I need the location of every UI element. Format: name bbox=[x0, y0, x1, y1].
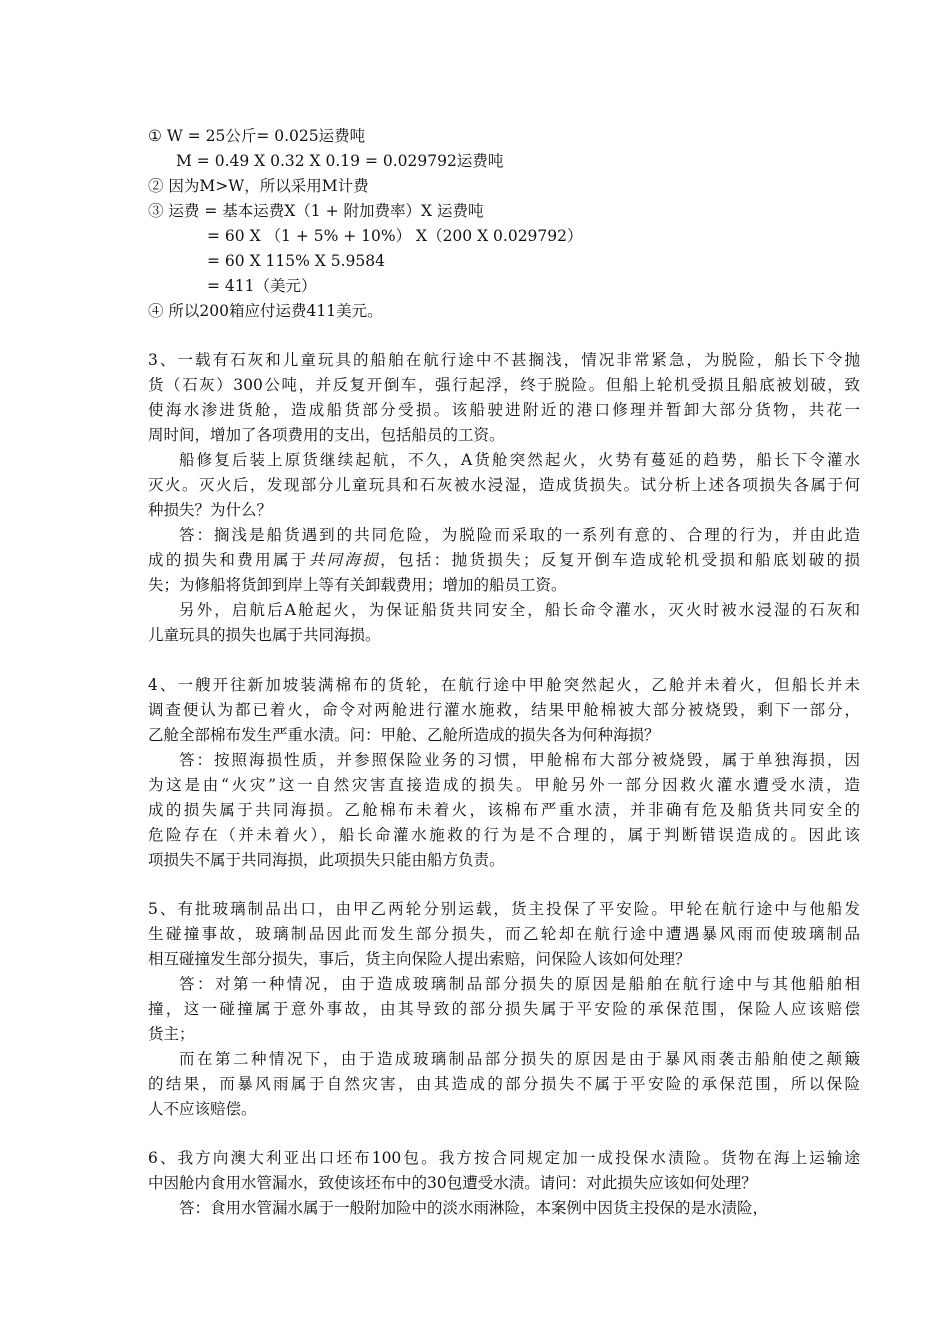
calc-line-1: ① W = 25公斤= 0.025运费吨 bbox=[148, 127, 366, 145]
q3-line: 周时间，增加了各项费用的支出，包括船员的工资。 bbox=[148, 426, 505, 444]
q3-line: 货（石灰）300公吨，并反复开倒车，强行起浮，终于脱险。但船上轮机受损且船底被划破，致 bbox=[148, 376, 860, 394]
q3-line: 种损失？为什么？ bbox=[148, 501, 273, 519]
q5-answer-line: 货主； bbox=[148, 1025, 195, 1043]
calc-line-4: ③ 运费 = 基本运费X（1 + 附加费率）X 运费吨 bbox=[148, 202, 484, 220]
q5-answer-line: 撞，这一碰撞属于意外事故，由其导致的部分损失属于平安险的承保范围，保险人应该赔偿 bbox=[148, 1000, 860, 1018]
q4-answer-line: 为这是由“火灾”这一自然灾害直接造成的损失。甲舱另外一部分因救火灌水遭受水渍，造 bbox=[148, 776, 860, 794]
general-average-term: 共同海损 bbox=[308, 551, 381, 569]
q4-line: 乙舱全部棉布发生严重水渍。问：甲舱、乙舱所造成的损失各为何种海损？ bbox=[148, 726, 660, 744]
q3-answer-text: ，包括：抛货损失；反复开倒车造成轮机受损和船底划破的损 bbox=[380, 551, 860, 569]
q4-answer-line: 危险存在（并未着火），船长命灌水施救的行为是不合理的，属于判断错误造成的。因此该 bbox=[148, 826, 860, 844]
q4-line: 调查便认为都已着火，命令对两舱进行灌水施救，结果甲舱棉被大部分被烧毁，剩下一部分， bbox=[148, 701, 860, 719]
q4-answer-line: 答：按照海损性质，并参照保险业务的习惯，甲舱棉布大部分被烧毁，属于单独海损，因 bbox=[179, 751, 860, 769]
calc-line-3: ② 因为M>W，所以采用M计费 bbox=[148, 177, 369, 195]
q3-answer-line: 失；为修船将货卸到岸上等有关卸载费用；增加的船员工资。 bbox=[148, 576, 567, 594]
q5-answer-line: 答：对第一种情况，由于造成玻璃制品部分损失的原因是船舶在航行途中与其他船舶相 bbox=[179, 975, 860, 993]
q4-line: 4、一艘开往新加坡装满棉布的货轮，在航行途中甲舱突然起火，乙舱并未着火，但船长并未 bbox=[148, 676, 860, 694]
calc-line-8: ④ 所以200箱应付运费411美元。 bbox=[148, 302, 383, 320]
q6-line: 6、我方向澳大利亚出口坯布100包。我方按合同规定加一成投保水渍险。货物在海上运输途 bbox=[148, 1149, 860, 1167]
q4-answer-line: 成的损失属于共同海损。乙舱棉布未着火，该棉布严重水渍，并非确有危及船货共同安全的 bbox=[148, 801, 860, 819]
q3-line: 船修复后装上原货继续起航，不久，A货舱突然起火，火势有蔓延的趋势，船长下令灌水 bbox=[179, 451, 860, 469]
q3-answer-line: 儿童玩具的损失也属于共同海损。 bbox=[148, 626, 381, 644]
q3-answer-line: 另外，启航后A舱起火，为保证船货共同安全，船长命令灌水，灭火时被水浸湿的石灰和 bbox=[179, 601, 860, 619]
q3-line: 灭火。灭火后，发现部分儿童玩具和石灰被水浸湿，造成货损失。试分析上述各项损失各属于何 bbox=[148, 476, 860, 494]
calc-line-6: = 60 X 115% X 5.9584 bbox=[207, 252, 385, 270]
q4-answer-line: 项损失不属于共同海损，此项损失只能由船方负责。 bbox=[148, 851, 505, 869]
q5-answer-line: 的结果，而暴风雨属于自然灾害，由其造成的部分损失不属于平安险的承保范围，所以保险 bbox=[148, 1075, 860, 1093]
q6-line: 中因舱内食用水管漏水，致使该坯布中的30包遭受水渍。请问：对此损失应该如何处理？ bbox=[148, 1174, 757, 1192]
q5-line: 5、有批玻璃制品出口，由甲乙两轮分别运载，货主投保了平安险。甲轮在航行途中与他船发 bbox=[148, 900, 860, 918]
calc-line-7: = 411（美元） bbox=[207, 277, 317, 295]
q5-answer-line: 人不应该赔偿。 bbox=[148, 1100, 257, 1118]
q3-answer-line: 答：搁浅是船货遇到的共同危险，为脱险而采取的一系列有意的、合理的行为，并由此造 bbox=[179, 526, 860, 544]
calc-line-2: M = 0.49 X 0.32 X 0.19 = 0.029792运费吨 bbox=[176, 152, 504, 170]
q5-line: 相互碰撞发生部分损失，事后，货主向保险人提出索赔，问保险人该如何处理？ bbox=[148, 950, 691, 968]
q6-answer-line: 答：食用水管漏水属于一般附加险中的淡水雨淋险，本案例中因货主投保的是水渍险， bbox=[179, 1199, 769, 1217]
q3-answer-line bbox=[148, 548, 860, 572]
q3-answer-text: 成的损失和费用属于 bbox=[148, 551, 309, 569]
q3-line: 使海水渗进货舱，造成船货部分受损。该船驶进附近的港口修理并暂卸大部分货物，共花一 bbox=[148, 401, 860, 419]
calc-line-5: = 60 X （1 + 5% + 10%） X（200 X 0.029792） bbox=[207, 227, 583, 245]
q5-line: 生碰撞事故，玻璃制品因此而发生部分损失，而乙轮却在航行途中遭遇暴风雨而使玻璃制品 bbox=[148, 925, 860, 943]
q5-answer-line: 而在第二种情况下，由于造成玻璃制品部分损失的原因是由于暴风雨袭击船舶使之颠簸 bbox=[179, 1050, 860, 1068]
q3-line: 3、一载有石灰和儿童玩具的船舶在航行途中不甚搁浅，情况非常紧急，为脱险，船长下令抛 bbox=[148, 351, 860, 369]
